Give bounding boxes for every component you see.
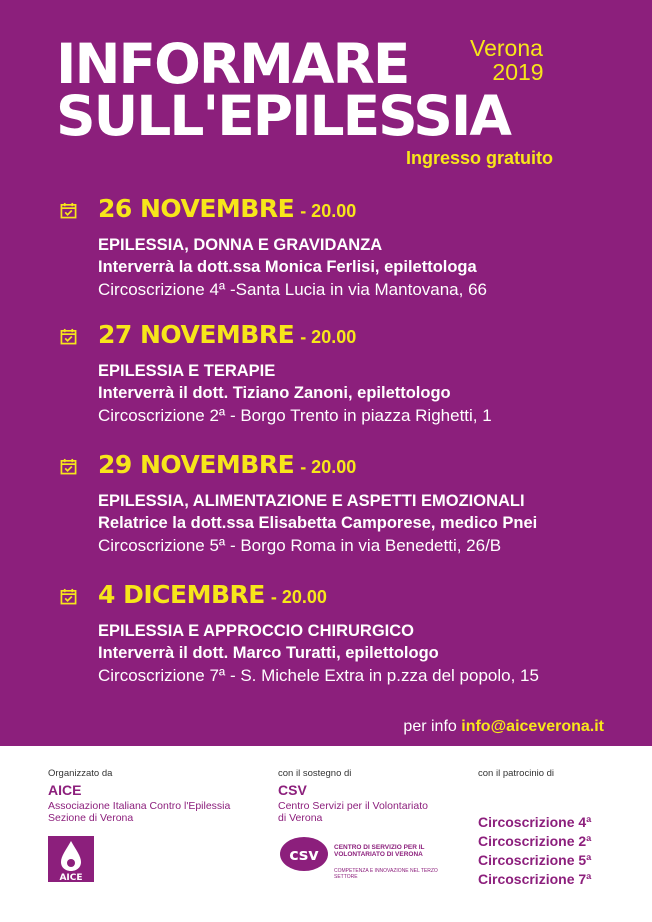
event-date-line: [98, 320, 356, 349]
calendar-check-icon: [60, 202, 77, 219]
event-title: EPILESSIA, DONNA E GRAVIDANZA: [98, 236, 383, 254]
entry-note: Ingresso gratuito: [406, 148, 554, 168]
support-desc-1: Centro Servizi per il Volontariato: [278, 800, 428, 812]
city: Verona: [470, 35, 543, 61]
event-speaker: Interverrà la dott.ssa Monica Ferlisi, epilettologa: [98, 258, 477, 276]
event-date: 4 DICEMBRE: [98, 580, 265, 609]
event-title: EPILESSIA E TERAPIE: [98, 362, 276, 380]
info-label: per info: [403, 718, 457, 735]
event-title: EPILESSIA, ALIMENTAZIONE E ASPETTI EMOZIONALI: [98, 492, 525, 510]
title-line-2: SULL'EPILESSIA: [56, 84, 510, 148]
support-desc-2: di Verona: [278, 812, 323, 824]
patronage-item: Circoscrizione 7ª: [478, 871, 592, 887]
event-time: - 20.00: [270, 587, 327, 607]
event-speaker: Relatrice la dott.ssa Elisabetta Camporese, medico Pnei: [98, 514, 538, 532]
organizer-name: AICE: [48, 782, 82, 798]
event-time: - 20.00: [300, 201, 357, 221]
patronage-item: Circoscrizione 2ª: [478, 833, 592, 849]
organizer-label: Organizzato da: [48, 768, 113, 779]
csv-logo: [278, 834, 332, 874]
info-email-link[interactable]: info@aiceverona.it: [461, 718, 604, 735]
year: 2019: [492, 59, 544, 85]
event-place: Circoscrizione 4ª -Santa Lucia in via Mantovana, 66: [98, 280, 487, 299]
event-date-line: [98, 194, 356, 223]
calendar-check-icon: [60, 588, 77, 605]
calendar-check-icon: [60, 328, 77, 345]
event-time: - 20.00: [300, 327, 357, 347]
csv-logo-text: csv: [289, 845, 319, 864]
aice-logo: [48, 836, 94, 882]
event-date-line: [98, 450, 356, 479]
calendar-check-icon: [60, 458, 77, 475]
event-place: Circoscrizione 5ª - Borgo Roma in via Benedetti, 26/B: [98, 536, 502, 555]
event-date: 26 NOVEMBRE: [98, 194, 295, 223]
event-date: 29 NOVEMBRE: [98, 450, 295, 479]
aice-logo-text: AICE: [59, 873, 83, 882]
event-title: EPILESSIA E APPROCCIO CHIRURGICO: [98, 622, 414, 640]
patronage-label: con il patrocinio di: [478, 768, 555, 779]
event-place: Circoscrizione 7ª - S. Michele Extra in p.zza del popolo, 15: [98, 666, 539, 685]
title-line-1: INFORMARE: [56, 32, 409, 96]
event-speaker: Interverrà il dott. Marco Turatti, epilettologo: [98, 644, 439, 662]
event-place: Circoscrizione 2ª - Borgo Trento in piazza Righetti, 1: [98, 406, 492, 425]
support-name: CSV: [278, 782, 307, 798]
contact-info: [403, 718, 604, 736]
event-date: 27 NOVEMBRE: [98, 320, 295, 349]
csv-logo-subtitle: COMPETENZA E INNOVAZIONE NEL TERZO SETTORE: [334, 868, 438, 880]
csv-logo-title: CENTRO DI SERVIZIO PER IL VOLONTARIATO DI VERONA: [334, 844, 425, 858]
event-speaker: Interverrà il dott. Tiziano Zanoni, epilettologo: [98, 384, 451, 402]
patronage-item: Circoscrizione 4ª: [478, 814, 592, 830]
footer: [0, 746, 652, 922]
support-label: con il sostegno di: [278, 768, 352, 779]
patronage-item: Circoscrizione 5ª: [478, 852, 592, 868]
organizer-desc-1: Associazione Italiana Contro l'Epilessia: [48, 800, 231, 812]
event-time: - 20.00: [300, 457, 357, 477]
event-date-line: [98, 580, 327, 609]
organizer-desc-2: Sezione di Verona: [48, 812, 134, 824]
